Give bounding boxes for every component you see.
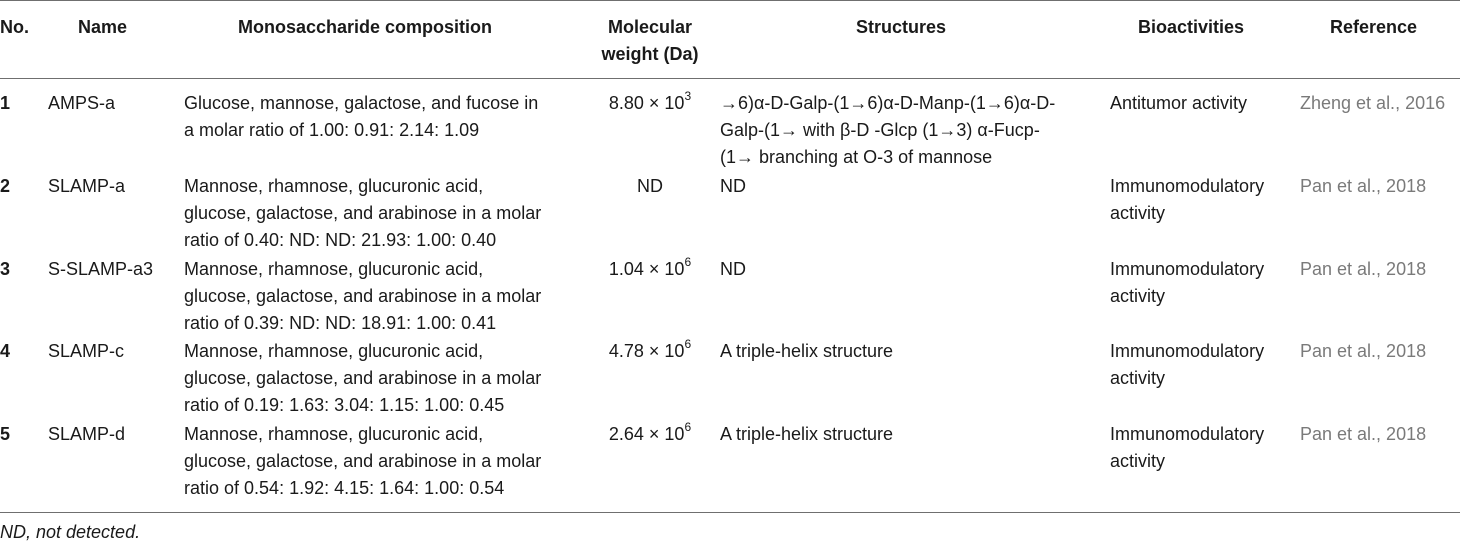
row-reference-link[interactable]: Pan et al., 2018 xyxy=(1300,259,1427,279)
row-molecular-weight xyxy=(590,90,710,117)
row-bioactivities xyxy=(1110,256,1264,310)
structure-line: A triple-helix structure xyxy=(720,424,894,444)
composition-line: ratio of 0.39: ND: ND: 18.91: 1.00: 0.41 xyxy=(184,313,497,333)
composition-line: ratio of 0.40: ND: ND: 21.93: 1.00: 0.40 xyxy=(184,230,497,250)
composition-line: ratio of 0.54: 1.92: 4.15: 1.64: 1.00: 0.54 xyxy=(184,478,505,498)
row-molecular-weight xyxy=(590,256,710,283)
header-rule xyxy=(0,78,1460,79)
row-number: 1 xyxy=(0,93,11,113)
row-number: 4 xyxy=(0,341,11,361)
row-reference-link[interactable]: Pan et al., 2018 xyxy=(1300,424,1427,444)
row-monosaccharide-composition xyxy=(184,90,538,144)
bioactivity-line: activity xyxy=(1110,368,1166,388)
bioactivity-line: Immunomodulatory xyxy=(1110,259,1265,279)
molecular-weight-exponent: 6 xyxy=(684,255,692,269)
header-monosaccharide: Monosaccharide composition xyxy=(238,17,493,37)
row-monosaccharide-composition xyxy=(184,256,541,337)
bioactivity-line: Antitumor activity xyxy=(1110,93,1248,113)
footnote: ND, not detected. xyxy=(0,522,141,542)
row-monosaccharide-composition xyxy=(184,338,541,419)
row-molecular-weight xyxy=(590,173,710,200)
molecular-weight-base: 8.80 × 10 xyxy=(608,93,685,113)
molecular-weight-base: ND xyxy=(637,176,663,196)
molecular-weight-exponent: 6 xyxy=(684,420,692,434)
row-structures xyxy=(720,338,893,365)
header-bioactivities: Bioactivities xyxy=(1138,17,1245,37)
row-reference-link[interactable]: Pan et al., 2018 xyxy=(1300,176,1427,196)
row-number: 5 xyxy=(0,424,11,444)
row-molecular-weight xyxy=(590,338,710,365)
row-name: SLAMP-c xyxy=(48,341,125,361)
row-name: S-SLAMP-a3 xyxy=(48,259,154,279)
row-name: SLAMP-d xyxy=(48,424,126,444)
row-reference-link[interactable]: Zheng et al., 2016 xyxy=(1300,93,1446,113)
composition-line: glucose, galactose, and arabinose in a molar xyxy=(184,451,542,471)
molecular-weight-base: 1.04 × 10 xyxy=(608,259,685,279)
header-no: No. xyxy=(0,17,29,37)
table-top-rule xyxy=(0,0,1460,1)
row-monosaccharide-composition xyxy=(184,173,541,254)
structure-line: ND xyxy=(720,259,746,279)
row-bioactivities xyxy=(1110,338,1264,392)
composition-line: Mannose, rhamnose, glucuronic acid, xyxy=(184,176,484,196)
molecular-weight-exponent: 3 xyxy=(684,89,692,103)
structure-line: ND xyxy=(720,176,746,196)
composition-line: glucose, galactose, and arabinose in a molar xyxy=(184,368,542,388)
structure-line: →6)α-D-Galp-(1→6)α-D-Manp-(1→6)α-D- xyxy=(720,93,1056,113)
row-number: 3 xyxy=(0,259,11,279)
row-bioactivities xyxy=(1110,173,1264,227)
row-molecular-weight xyxy=(590,421,710,448)
bioactivity-line: activity xyxy=(1110,451,1166,471)
table-bottom-rule xyxy=(0,512,1460,513)
molecular-weight-base: 4.78 × 10 xyxy=(608,341,685,361)
bioactivity-line: Immunomodulatory xyxy=(1110,176,1265,196)
composition-line: Mannose, rhamnose, glucuronic acid, xyxy=(184,259,484,279)
row-reference-link[interactable]: Pan et al., 2018 xyxy=(1300,341,1427,361)
row-structures xyxy=(720,421,893,448)
molecular-weight-base: 2.64 × 10 xyxy=(608,424,685,444)
composition-line: Glucose, mannose, galactose, and fucose in xyxy=(184,93,539,113)
bioactivity-line: activity xyxy=(1110,203,1166,223)
row-structures xyxy=(720,173,746,200)
header-name: Name xyxy=(78,17,128,37)
row-structures xyxy=(720,256,746,283)
row-monosaccharide-composition xyxy=(184,421,541,502)
composition-line: ratio of 0.19: 1.63: 3.04: 1.15: 1.00: 0.45 xyxy=(184,395,505,415)
composition-line: glucose, galactose, and arabinose in a molar xyxy=(184,286,542,306)
structure-line: A triple-helix structure xyxy=(720,341,894,361)
header-reference: Reference xyxy=(1330,17,1418,37)
row-name: AMPS-a xyxy=(48,93,116,113)
header-mw-line1: Molecular xyxy=(607,17,693,37)
structure-line: Galp-(1→ with β-D -Glcp (1→3) α-Fucp- xyxy=(720,120,1040,140)
composition-line: glucose, galactose, and arabinose in a molar xyxy=(184,203,542,223)
structure-line: (1→ branching at O-3 of mannose xyxy=(720,147,993,167)
composition-line: a molar ratio of 1.00: 0.91: 2.14: 1.09 xyxy=(184,120,480,140)
row-bioactivities xyxy=(1110,90,1247,117)
header-mw-line2: weight (Da) xyxy=(601,44,699,64)
bioactivity-line: Immunomodulatory xyxy=(1110,424,1265,444)
bioactivity-line: activity xyxy=(1110,286,1166,306)
row-number: 2 xyxy=(0,176,11,196)
row-name: SLAMP-a xyxy=(48,176,126,196)
molecular-weight-exponent: 6 xyxy=(684,337,692,351)
header-structures: Structures xyxy=(856,17,947,37)
composition-line: Mannose, rhamnose, glucuronic acid, xyxy=(184,341,484,361)
composition-line: Mannose, rhamnose, glucuronic acid, xyxy=(184,424,484,444)
header-molecular-weight xyxy=(590,14,710,68)
bioactivity-line: Immunomodulatory xyxy=(1110,341,1265,361)
row-structures xyxy=(720,90,1055,171)
row-bioactivities xyxy=(1110,421,1264,475)
